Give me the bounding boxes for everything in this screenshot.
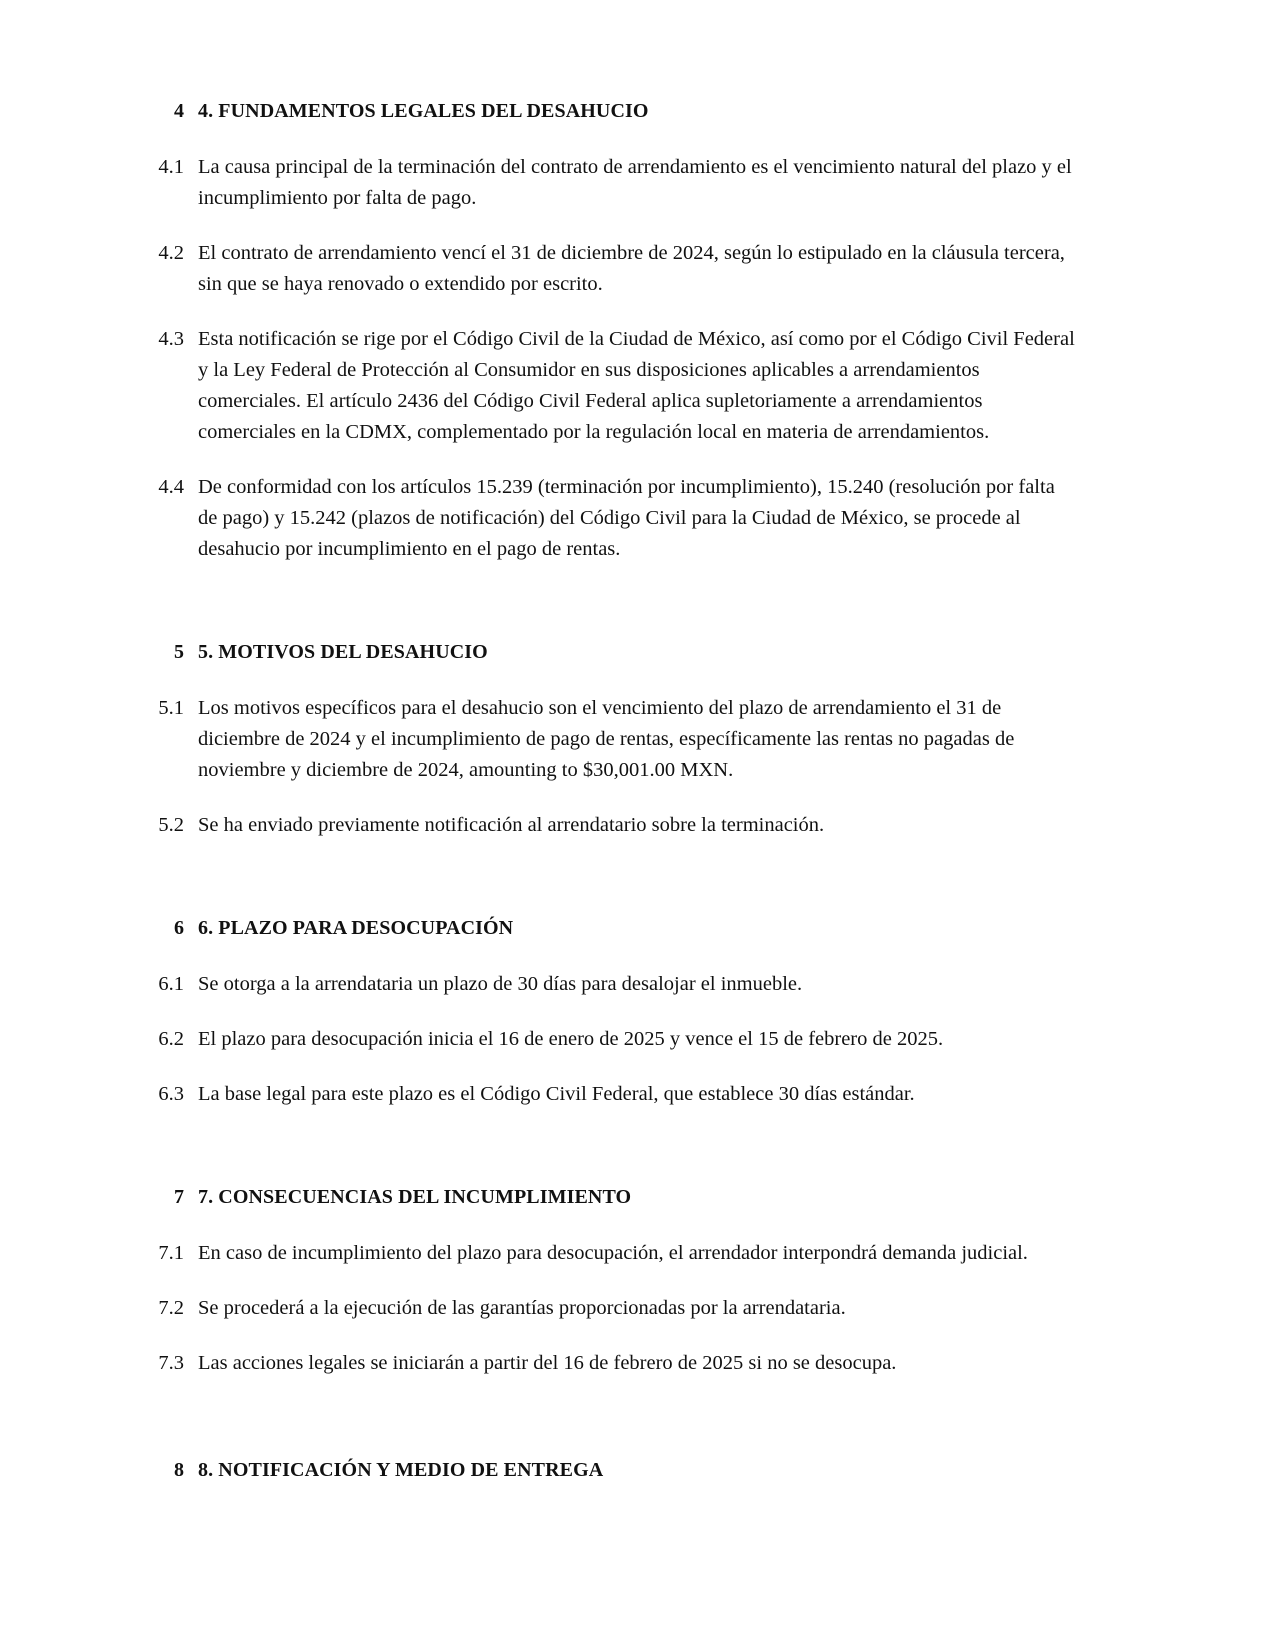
section-heading [140, 637, 1075, 667]
section-7 [140, 1182, 1075, 1379]
clause [140, 152, 1075, 214]
clause-text: El contrato de arrendamiento vencí el 31 de diciembre de 2024, según lo estipulado en la cláusula tercera, sin que se haya renovado o extendido por escrito. [198, 242, 1065, 295]
section-title: 8. NOTIFICACIÓN Y MEDIO DE ENTREGA [198, 1459, 604, 1481]
section-heading [140, 913, 1075, 943]
section-number: 5 [174, 641, 184, 663]
clause-text: Se procederá a la ejecución de las garantías proporcionadas por la arrendataria. [198, 1297, 846, 1319]
clause-number: 6.3 [158, 1083, 184, 1105]
section-5 [140, 637, 1075, 841]
clause-number: 5.1 [158, 697, 184, 719]
clause-number: 7.3 [158, 1352, 184, 1374]
document-body [140, 96, 1075, 1485]
section-number: 4 [174, 100, 184, 122]
clause [140, 693, 1075, 786]
clause-text: Se otorga a la arrendataria un plazo de 30 días para desalojar el inmueble. [198, 973, 803, 995]
clause-number: 4.2 [158, 242, 184, 264]
clause [140, 1238, 1075, 1269]
section-title: 6. PLAZO PARA DESOCUPACIÓN [198, 917, 514, 939]
clause [140, 1024, 1075, 1055]
section-number: 7 [174, 1186, 184, 1208]
clause-number: 4.4 [158, 476, 184, 498]
clause [140, 238, 1075, 300]
section-heading [140, 1182, 1075, 1212]
clause [140, 1293, 1075, 1324]
clause-text: El plazo para desocupación inicia el 16 de enero de 2025 y vence el 15 de febrero de 2025. [198, 1028, 944, 1050]
clause-text: La causa principal de la terminación del contrato de arrendamiento es el vencimiento natural del plazo y el incumplimiento por falta de pago. [198, 156, 1072, 209]
section-6 [140, 913, 1075, 1110]
clause-text: De conformidad con los artículos 15.239 (terminación por incumplimiento), 15.240 (resolución por falta de pago) y 15.242 (plazos de notificación) del Código Civil para la Ciudad de México, se procede al desahucio por incumplimiento en el pago de rentas. [198, 476, 1055, 560]
clause [140, 324, 1075, 448]
clause-number: 6.2 [158, 1028, 184, 1050]
clause [140, 1348, 1075, 1379]
clause-number: 4.1 [158, 156, 184, 178]
section-4 [140, 96, 1075, 565]
section-number: 6 [174, 917, 184, 939]
section-heading [140, 96, 1075, 126]
clause [140, 1079, 1075, 1110]
section-title: 5. MOTIVOS DEL DESAHUCIO [198, 641, 488, 663]
clause-text: Los motivos específicos para el desahucio son el vencimiento del plazo de arrendamiento el 31 de diciembre de 2024 y el incumplimiento de pago de rentas, específicamente las rentas no pagadas de noviembre y diciembre de 2024, amounting to $30,001.00 MXN. [198, 697, 1015, 781]
section-title: 4. FUNDAMENTOS LEGALES DEL DESAHUCIO [198, 100, 649, 122]
clause-number: 5.2 [158, 814, 184, 836]
section-title: 7. CONSECUENCIAS DEL INCUMPLIMIENTO [198, 1186, 632, 1208]
clause [140, 969, 1075, 1000]
section-heading [140, 1455, 1075, 1485]
clause-text: Las acciones legales se iniciarán a partir del 16 de febrero de 2025 si no se desocupa. [198, 1352, 897, 1374]
clause-text: En caso de incumplimiento del plazo para desocupación, el arrendador interpondrá demanda judicial. [198, 1242, 1028, 1264]
section-8 [140, 1455, 1075, 1485]
clause [140, 472, 1075, 565]
clause-number: 7.2 [158, 1297, 184, 1319]
section-number: 8 [174, 1459, 184, 1481]
clause-text: Se ha enviado previamente notificación al arrendatario sobre la terminación. [198, 814, 825, 836]
clause [140, 810, 1075, 841]
clause-number: 7.1 [158, 1242, 184, 1264]
clause-number: 4.3 [158, 328, 184, 350]
clause-text: Esta notificación se rige por el Código Civil de la Ciudad de México, así como por el Código Civil Federal y la Ley Federal de Protección al Consumidor en sus disposiciones aplicables a arrendamientos comerciales. El artículo 2436 del Código Civil Federal aplica supletoriamente a arrendamientos comerciales en la CDMX, complementado por la regulación local en materia de arrendamientos. [198, 328, 1075, 443]
clause-text: La base legal para este plazo es el Código Civil Federal, que establece 30 días estándar. [198, 1083, 915, 1105]
clause-number: 6.1 [158, 973, 184, 995]
